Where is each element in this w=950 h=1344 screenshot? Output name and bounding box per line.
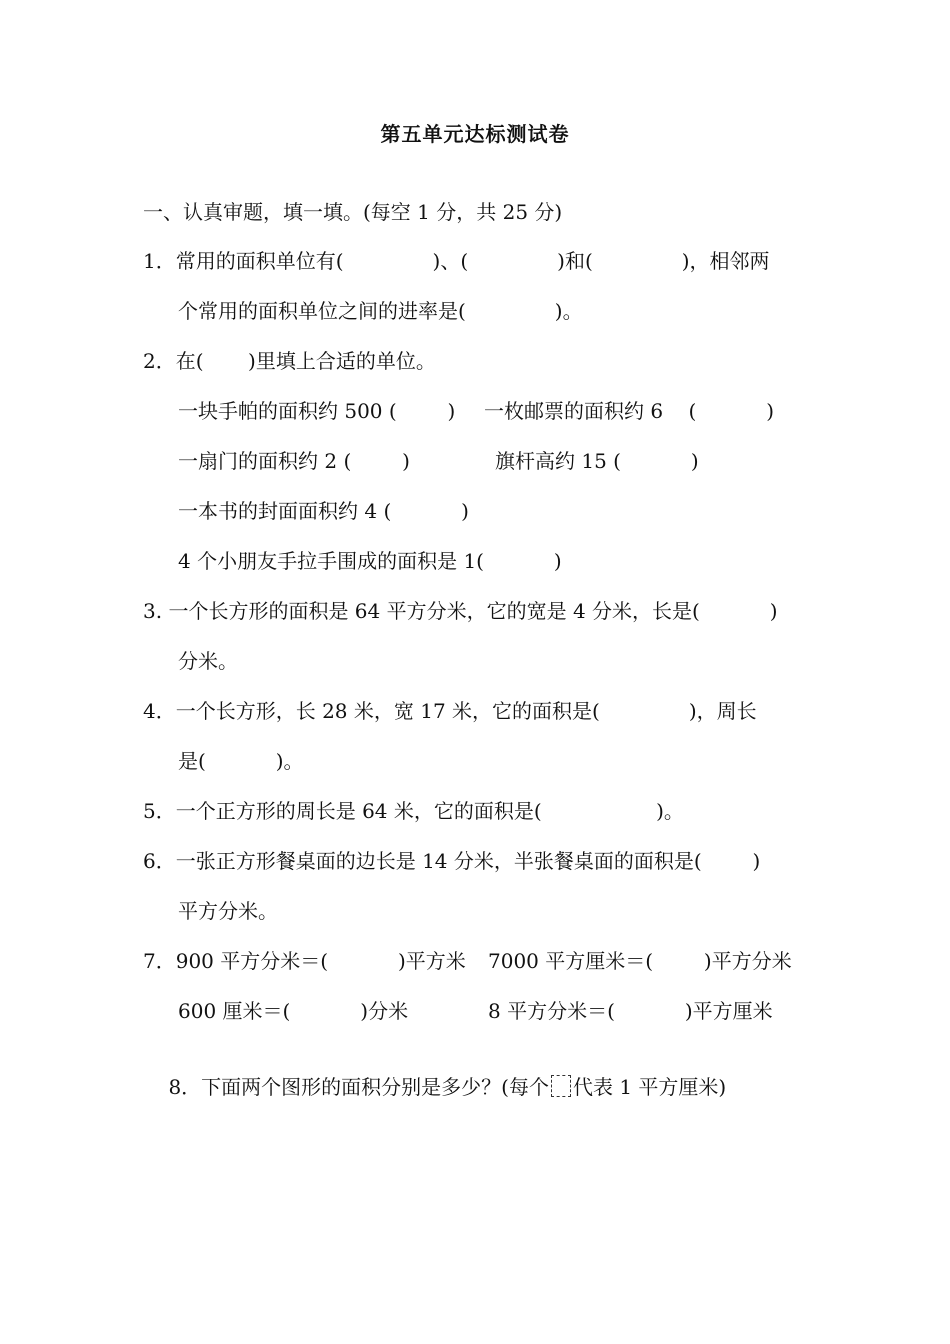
question-5-line-1: 5．一个正方形的周长是 64 米，它的面积是( )。 [143, 799, 684, 823]
question-2-item-e: 一本书的封面面积约 4 ( ) [178, 499, 469, 523]
question-8-text-after: 代表 1 平方厘米) [572, 1075, 727, 1099]
question-6-line-2: 平方分米。 [178, 899, 278, 923]
unit-square-icon [551, 1075, 571, 1097]
question-1-line-1: 1．常用的面积单位有( )、( )和( )，相邻两 [143, 249, 770, 273]
question-4-line-2: 是( )。 [178, 749, 304, 773]
question-1-line-2: 个常用的面积单位之间的进率是( )。 [178, 299, 583, 323]
section-heading: 一、认真审题，填一填。(每空 1 分，共 25 分) [143, 200, 563, 224]
question-2-item-c: 一扇门的面积约 2 ( ) [178, 449, 410, 473]
question-2-item-d: 旗杆高约 15 ( ) [495, 449, 699, 473]
question-2-item-a: 一块手帕的面积约 500 ( ) [178, 399, 456, 423]
question-4-line-1: 4．一个长方形，长 28 米，宽 17 米，它的面积是( )，周长 [143, 699, 757, 723]
question-6-line-1: 6．一张正方形餐桌面的边长是 14 分米，半张餐桌面的面积是( ) [143, 849, 761, 873]
question-7-item-d: 8 平方分米＝( )平方厘米 [488, 999, 773, 1023]
question-2-item-f: 4 个小朋友手拉手围成的面积是 1( ) [178, 549, 562, 573]
question-3-line-2: 分米。 [178, 649, 238, 673]
question-7-item-c: 600 厘米＝( )分米 [178, 999, 409, 1023]
question-2-item-b: 一枚邮票的面积约 6 ( ) [484, 399, 775, 423]
question-8-text-before: 8．下面两个图形的面积分别是多少？(每个 [168, 1075, 549, 1099]
question-7-item-b: 7000 平方厘米＝( )平方分米 [488, 949, 792, 973]
page-title: 第五单元达标测试卷 [380, 122, 570, 146]
question-8-line-1 [143, 1045, 726, 1129]
question-2-line-1: 2．在( )里填上合适的单位。 [143, 349, 436, 373]
question-7-item-a: 7．900 平方分米＝( )平方米 [143, 949, 466, 973]
question-3-line-1: 3. 一个长方形的面积是 64 平方分米，它的宽是 4 分米，长是( ) [143, 599, 778, 623]
